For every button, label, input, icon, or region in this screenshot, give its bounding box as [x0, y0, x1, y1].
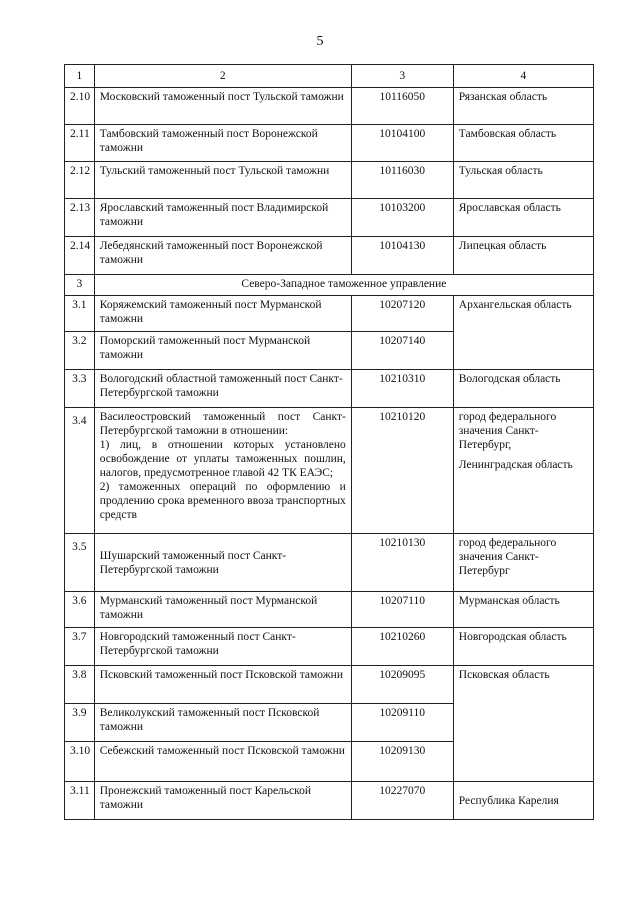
- table-row: [65, 199, 594, 237]
- post-name: Псковский таможенный пост Псковской таможни: [94, 666, 351, 704]
- region: Вологодская область: [453, 370, 593, 408]
- row-number: 3.1: [65, 296, 95, 332]
- row-number: 3.2: [65, 332, 95, 370]
- post-description: [94, 408, 351, 534]
- row-number: 3.3: [65, 370, 95, 408]
- section-number: 3: [65, 275, 95, 296]
- post-code: 10207120: [351, 296, 453, 332]
- post-name: Московский таможенный пост Тульской таможни: [94, 88, 351, 125]
- region: Архангельская область: [453, 296, 593, 370]
- post-code: 10210310: [351, 370, 453, 408]
- table-row: [65, 162, 594, 199]
- region: город федерального значения Санкт-Петербург: [453, 534, 593, 592]
- row-number: 3.9: [65, 704, 95, 742]
- region: [453, 408, 593, 534]
- table-row: [65, 782, 594, 820]
- row-number: 3.11: [65, 782, 95, 820]
- post-code: 10210130: [351, 534, 453, 592]
- table-row: [65, 408, 594, 534]
- header-col-3: 3: [351, 65, 453, 88]
- table-row: [65, 88, 594, 125]
- post-code: 10227070: [351, 782, 453, 820]
- region: Тамбовская область: [453, 125, 593, 162]
- post-code: 10207110: [351, 592, 453, 628]
- row-number: 2.14: [65, 237, 95, 275]
- region: Псковская область: [453, 666, 593, 782]
- region: Липецкая область: [453, 237, 593, 275]
- row-number: 2.10: [65, 88, 95, 125]
- region: Мурманская область: [453, 592, 593, 628]
- region: Ярославская область: [453, 199, 593, 237]
- region: Республика Карелия: [453, 782, 593, 820]
- post-name: Великолукский таможенный пост Псковской таможни: [94, 704, 351, 742]
- post-name: Тульский таможенный пост Тульской таможни: [94, 162, 351, 199]
- region: Новгородская область: [453, 628, 593, 666]
- post-code: 10207140: [351, 332, 453, 370]
- row-number: 3.7: [65, 628, 95, 666]
- post-name: Ярославский таможенный пост Владимирской таможни: [94, 199, 351, 237]
- post-code: 10104100: [351, 125, 453, 162]
- row-number: 3.10: [65, 742, 95, 782]
- post-name: Тамбовский таможенный пост Воронежской таможни: [94, 125, 351, 162]
- post-code: 10209130: [351, 742, 453, 782]
- table-row: [65, 296, 594, 332]
- region-line: Ленинградская область: [458, 459, 573, 471]
- header-col-4: 4: [453, 65, 593, 88]
- post-name: Пронежский таможенный пост Карельской таможни: [94, 782, 351, 820]
- table-row: [65, 628, 594, 666]
- post-code: 10210120: [351, 408, 453, 534]
- row-number: 3.6: [65, 592, 95, 628]
- post-name: Поморский таможенный пост Мурманской таможни: [94, 332, 351, 370]
- table-row: [65, 592, 594, 628]
- post-name: Лебедянский таможенный пост Воронежской таможни: [94, 237, 351, 275]
- region-line: город федерального значения Санкт-Петербург,: [458, 411, 557, 451]
- section-title: Северо-Западное таможенное управление: [94, 275, 593, 296]
- header-col-2: 2: [94, 65, 351, 88]
- post-code: 10210260: [351, 628, 453, 666]
- condition-item: 1) лиц, в отношении которых установлено освобождение от уплаты таможенных пошлин, налогов, предусмотренное главой 42 ТК ЕАЭС;: [99, 439, 346, 479]
- post-code: 10104130: [351, 237, 453, 275]
- row-number: 2.12: [65, 162, 95, 199]
- post-name: Вологодский областной таможенный пост Санкт-Петербургской таможни: [94, 370, 351, 408]
- post-code: 10116050: [351, 88, 453, 125]
- post-name: Василеостровский таможенный пост Санкт-Петербургской таможни в отношении:: [99, 411, 346, 437]
- table-row: [65, 370, 594, 408]
- table-row: [65, 125, 594, 162]
- table-row: [65, 237, 594, 275]
- post-code: 10116030: [351, 162, 453, 199]
- post-code: 10103200: [351, 199, 453, 237]
- post-name: Шушарский таможенный пост Санкт-Петербургской таможни: [94, 534, 351, 592]
- table-header-row: [65, 65, 594, 88]
- row-number: 2.11: [65, 125, 95, 162]
- post-name: Мурманский таможенный пост Мурманской таможни: [94, 592, 351, 628]
- region: Рязанская область: [453, 88, 593, 125]
- post-code: 10209095: [351, 666, 453, 704]
- table-row: [65, 666, 594, 704]
- customs-posts-table: [64, 64, 594, 820]
- row-number: 3.4: [65, 408, 95, 534]
- page-number: 5: [316, 34, 324, 49]
- post-name: Коряжемский таможенный пост Мурманской таможни: [94, 296, 351, 332]
- post-name: Новгородский таможенный пост Санкт-Петербургской таможни: [94, 628, 351, 666]
- row-number: 3.8: [65, 666, 95, 704]
- post-code: 10209110: [351, 704, 453, 742]
- row-number: 2.13: [65, 199, 95, 237]
- section-row: [65, 275, 594, 296]
- region: Тульская область: [453, 162, 593, 199]
- post-name: Себежский таможенный пост Псковской таможни: [94, 742, 351, 782]
- header-col-1: 1: [65, 65, 95, 88]
- table-row: [65, 534, 594, 592]
- row-number: 3.5: [65, 534, 95, 592]
- condition-item: 2) таможенных операций по оформлению и продлению срока временного ввоза транспортных средств: [99, 481, 346, 521]
